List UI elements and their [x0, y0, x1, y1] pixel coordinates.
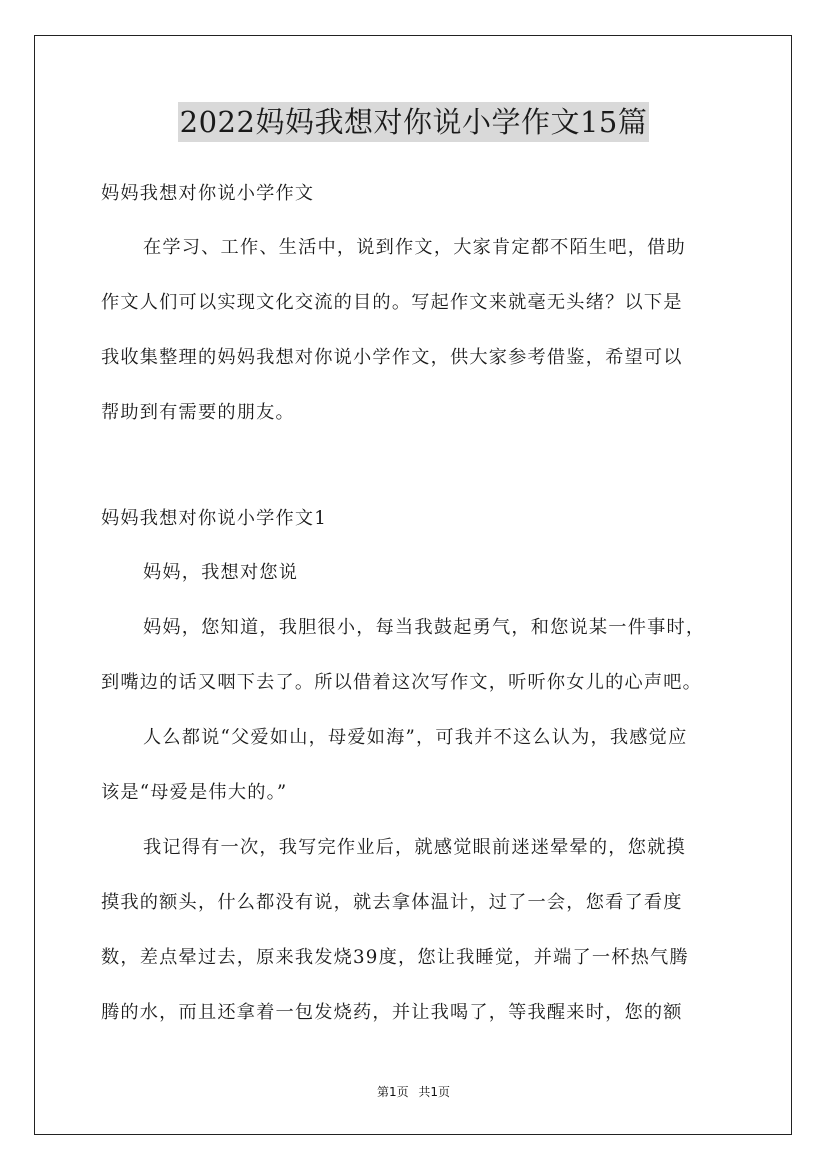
essay-line: 妈妈，我想对您说: [143, 562, 299, 583]
essay-line: 该是“母爱是伟大的。”: [101, 782, 288, 803]
essay-line: 妈妈，您知道，我胆很小，每当我鼓起勇气，和您说某一件事时，: [143, 617, 706, 638]
intro-line: 在学习、工作、生活中，说到作文，大家肯定都不陌生吧，借助: [143, 237, 686, 258]
page-number: 第1页: [376, 1085, 409, 1099]
intro-line: 我收集整理的妈妈我想对你说小学作文，供大家参考借鉴，希望可以: [101, 347, 683, 368]
essay-heading: [101, 491, 733, 546]
essay-line: 腾的水，而且还拿着一包发烧药，并让我喝了，等我醒来时，您的额: [101, 1002, 683, 1023]
essay-line: 人么都说“父爱如山，母爱如海”，可我并不这么认为，我感觉应: [143, 727, 688, 748]
essay-heading-text: 妈妈我想对你说小学作文1: [101, 508, 328, 529]
intro-line: 帮助到有需要的朋友。: [101, 402, 295, 423]
section-heading: [101, 166, 733, 221]
document-title: [0, 102, 827, 142]
section-heading-text: 妈妈我想对你说小学作文: [101, 183, 315, 204]
essay-line: 数，差点晕过去，原来我发烧39度，您让我睡觉，并端了一杯热气腾: [101, 947, 689, 968]
document-title-text: 2022妈妈我想对你说小学作文15篇: [178, 102, 650, 142]
essay-body: [101, 545, 733, 1040]
intro-line: 作文人们可以实现文化交流的目的。写起作文来就毫无头绪？以下是: [101, 292, 683, 313]
intro-paragraph: [101, 220, 733, 440]
page-total: 共1页: [418, 1085, 451, 1099]
essay-line: 摸我的额头，什么都没有说，就去拿体温计，过了一会，您看了看度: [101, 892, 683, 913]
essay-line: 到嘴边的话又咽下去了。所以借着这次写作文，听听你女儿的心声吧。: [101, 672, 703, 693]
essay-line: 我记得有一次，我写完作业后，就感觉眼前迷迷晕晕的，您就摸: [143, 837, 686, 858]
page-footer: [0, 1083, 827, 1100]
